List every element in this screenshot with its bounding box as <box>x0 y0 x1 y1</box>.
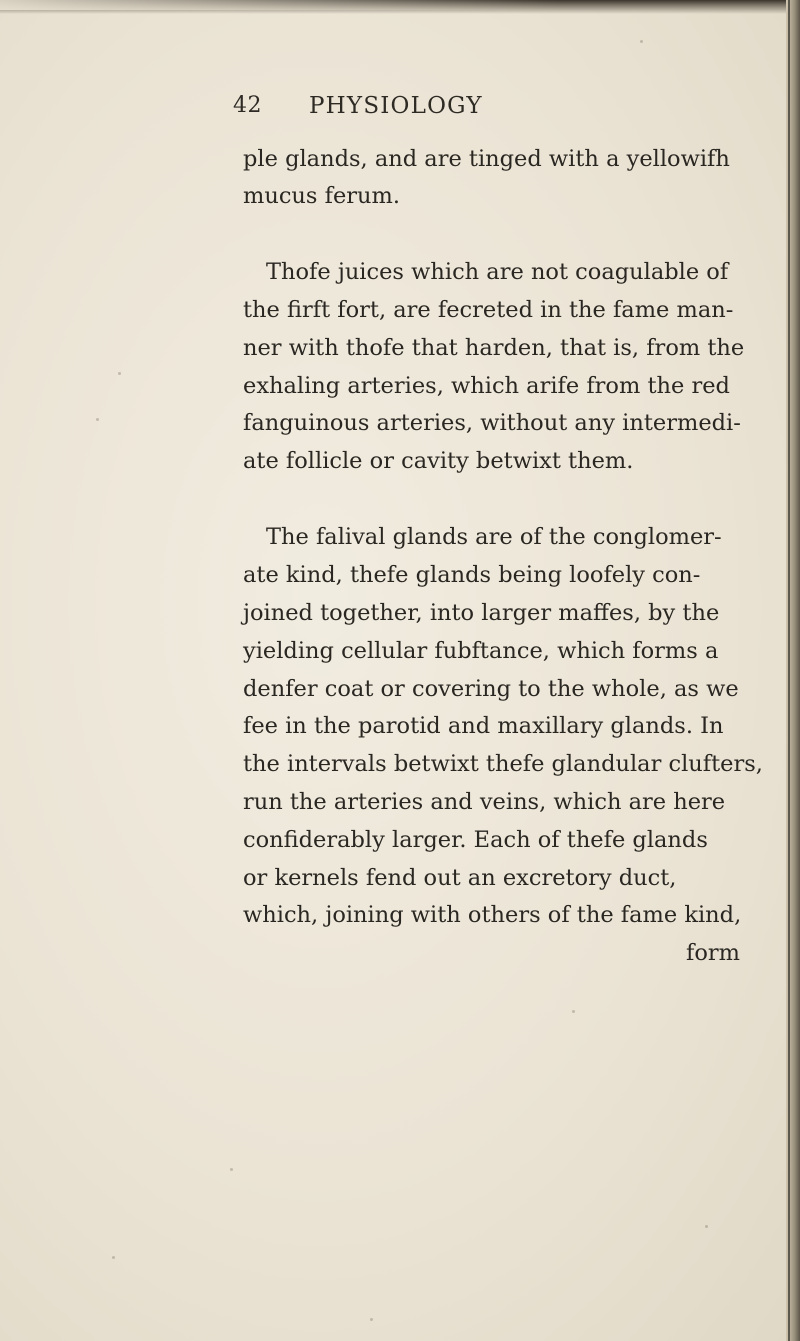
paper-speck <box>640 40 643 43</box>
page-top-shadow <box>0 0 800 14</box>
text-line: the intervals betwixt thefe glandular clufters, <box>243 751 763 777</box>
paper-speck <box>112 1256 115 1259</box>
text-line: ple glands, and are tinged with a yellowifh <box>243 146 730 172</box>
text-line: fanguinous arteries, without any intermedi- <box>243 410 741 436</box>
text-line: confiderably larger. Each of thefe glands <box>243 827 708 853</box>
paper-speck <box>118 372 121 375</box>
paragraph-start-line: The falival glands are of the conglomer- <box>266 524 722 550</box>
paragraph-start-line: Thofe juices which are not coagulable of <box>266 259 729 285</box>
text-line: ate kind, thefe glands being loofely con- <box>243 562 701 588</box>
catchword: form <box>686 940 740 966</box>
paper-speck <box>370 1318 373 1321</box>
text-line: or kernels fend out an excretory duct, <box>243 865 677 891</box>
text-line: run the arteries and veins, which are here <box>243 789 726 815</box>
spine-line <box>788 0 790 1341</box>
paper-speck <box>705 1225 708 1228</box>
paper-speck <box>230 1168 233 1171</box>
text-line: mucus ferum. <box>243 183 400 209</box>
page-number: 42 <box>233 93 262 118</box>
text-line: the firft fort, are fecreted in the fame man- <box>243 297 734 323</box>
text-line: denfer coat or covering to the whole, as we <box>243 676 739 702</box>
text-line: exhaling arteries, which arife from the red <box>243 373 730 399</box>
paper-speck <box>96 418 99 421</box>
text-line: which, joining with others of the fame kind, <box>243 902 742 928</box>
running-title: PHYSIOLOGY <box>309 93 483 119</box>
text-line: ner with thofe that harden, that is, from the <box>243 335 745 361</box>
page-header <box>0 93 800 127</box>
text-line: yielding cellular fubftance, which forms a <box>243 638 719 664</box>
text-line: ate follicle or cavity betwixt them. <box>243 448 634 474</box>
text-line: joined together, into larger maffes, by the <box>243 600 720 626</box>
paper-speck <box>572 1010 575 1013</box>
text-line: fee in the parotid and maxillary glands. In <box>243 713 724 739</box>
